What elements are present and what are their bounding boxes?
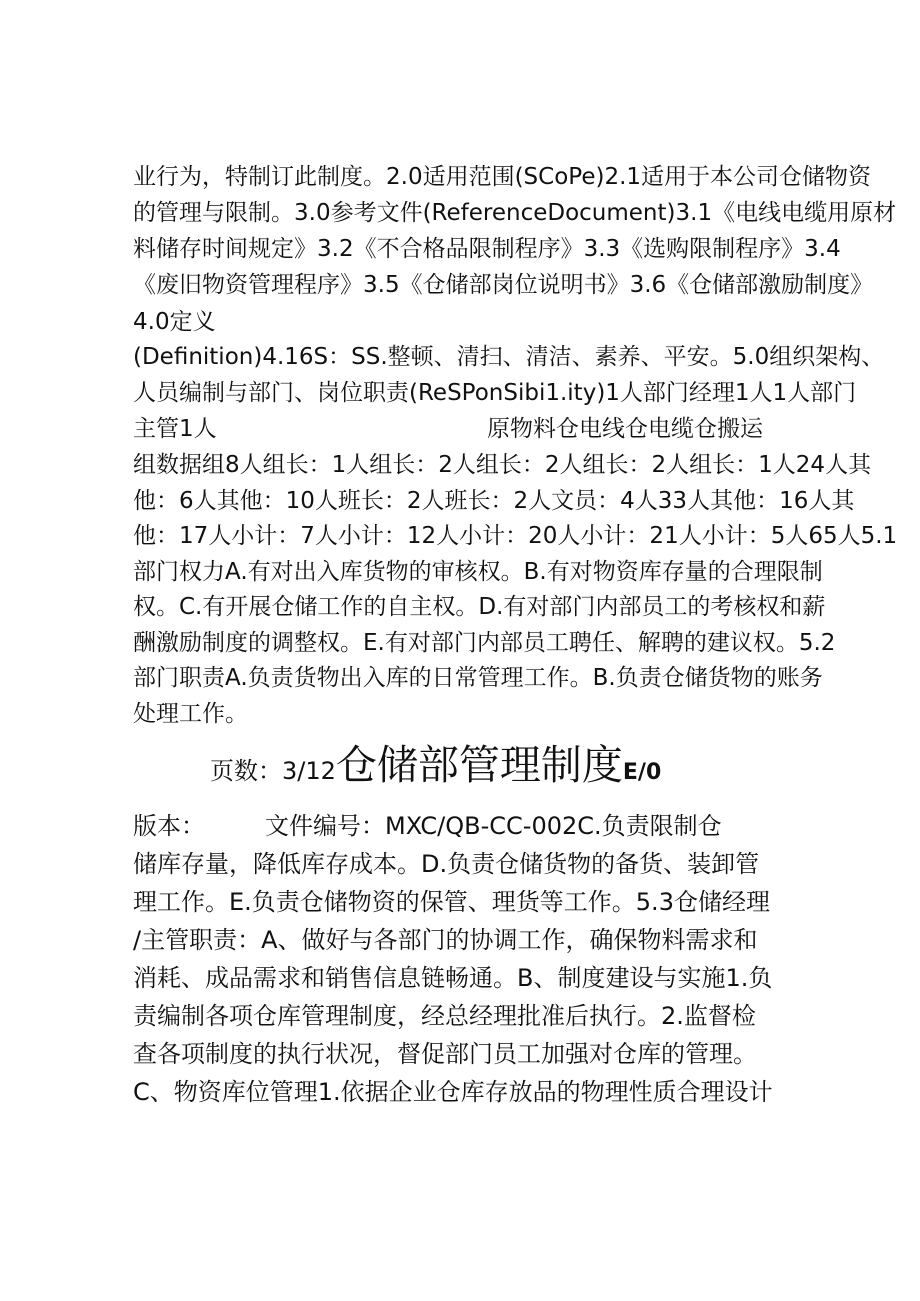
doc-no-label: 文件编号： [265, 812, 385, 840]
body-line: 处理工作。 [133, 701, 248, 727]
body-line: 他：6人其他：10人班长：2人班长：2人文员：4人33人其他：16人其 [133, 488, 855, 514]
body-line-org-units: 原物料仓电线仓电缆仓搬运 [487, 416, 763, 442]
header-suffix: E/0 [622, 760, 662, 785]
body-line: 主管1人 [133, 416, 217, 442]
body-line: C、物资库位管理1.依据企业仓库存放品的物理性质合理设计 [133, 1078, 773, 1106]
body-line: 部门职责A.负责货物出入库的日常管理工作。B.负责仓储货物的账务 [133, 665, 823, 691]
body-line: 权。C.有开展仓储工作的自主权。D.有对部门内部员工的考核权和薪 [133, 594, 826, 620]
body-line: 部门权力A.有对出入库货物的审核权。B.有对物资库存量的合理限制 [133, 559, 823, 585]
body-line: 他：17人小计：7人小计：12人小计：20人小计：21人小计：5人65人5.1 [133, 523, 898, 549]
meta-line [133, 814, 813, 838]
version-label: 版本： [133, 812, 205, 840]
page-header [210, 741, 662, 789]
body-line: 储库存量，降低库存成本。D.负责仓储货物的备货、装卸管 [133, 850, 760, 878]
body-line: /主管职责：A、做好与各部门的协调工作，确保物料需求和 [133, 926, 758, 954]
document-title: 仓储部管理制度 [335, 741, 623, 789]
body-line: 责编制各项仓库管理制度，经总经理批准后执行。2.监督检 [133, 1002, 756, 1030]
body-line: 业行为，特制订此制度。2.0适用范围(SCoPe)2.1适用于本公司仓储物资 [133, 164, 872, 190]
body-line: (Definition)4.16S：SS.整顿、清扫、清洁、素养、平安。5.0组织架构、 [133, 344, 885, 370]
body-line: 《废旧物资管理程序》3.5《仓储部岗位说明书》3.6《仓储部激励制度》 [133, 272, 874, 298]
page-number-label: 页数：3/12 [210, 757, 336, 785]
body-line: 酬激励制度的调整权。E.有对部门内部员工聘任、解聘的建议权。5.2 [133, 630, 836, 656]
doc-no-text: MXC/QB-CC-002C.负责限制仓 [385, 812, 722, 840]
body-line: 组数据组8人组长：1人组长：2人组长：2人组长：2人组长：1人24人其 [133, 452, 872, 478]
body-line: 的管理与限制。3.0参考文件(ReferenceDocument)3.1《电线电缆用原材 [133, 200, 897, 226]
body-line: 人员编制与部门、岗位职责(ReSPonSibi1.ity)1人部门经理1人1人部门 [133, 380, 857, 406]
body-line: 理工作。E.负责仓储物资的保管、理货等工作。5.3仓储经理 [133, 888, 770, 916]
body-line: 消耗、成品需求和销售信息链畅通。B、制度建设与实施1.负 [133, 964, 773, 992]
body-line: 查各项制度的执行状况，督促部门员工加强对仓库的管理。 [133, 1040, 757, 1068]
body-line: 4.0定义 [133, 309, 216, 335]
body-line: 料储存时间规定》3.2《不合格品限制程序》3.3《选购限制程序》3.4 [133, 236, 841, 262]
